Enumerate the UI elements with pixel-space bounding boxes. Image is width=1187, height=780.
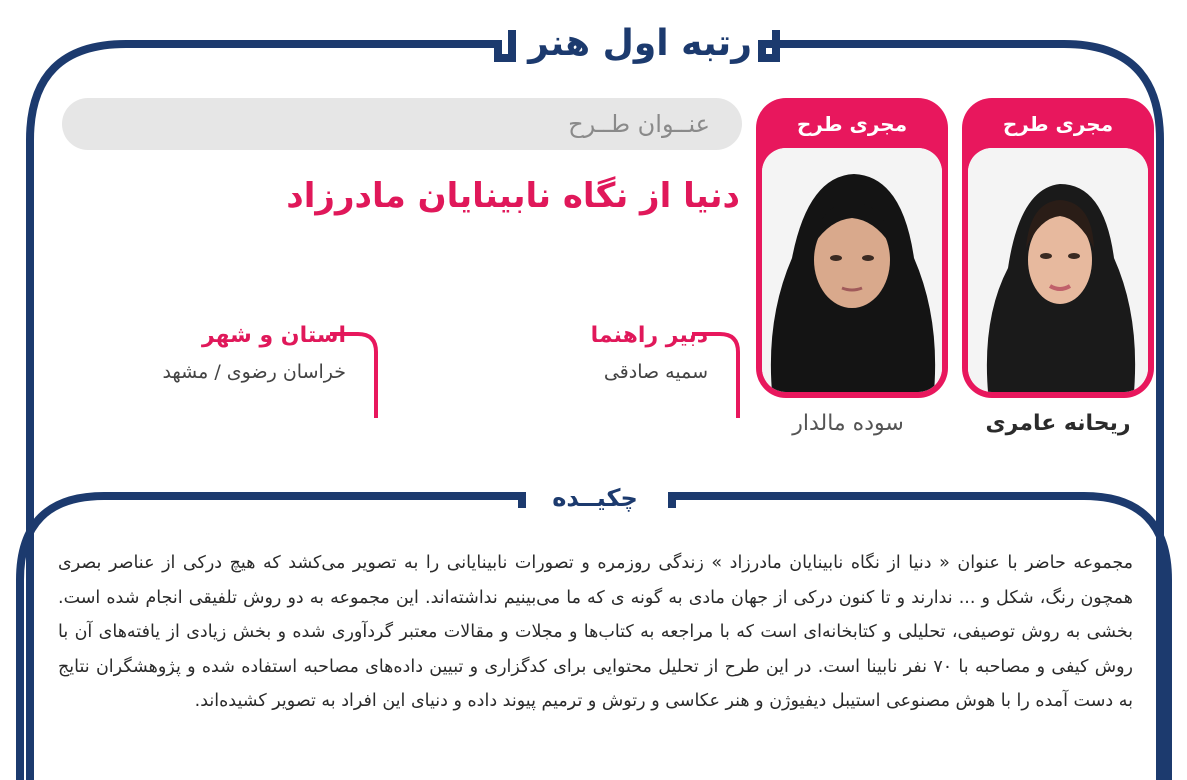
project-title-label: عنــوان طــرح [568, 110, 710, 138]
advisor-name: سمیه صادقی [603, 361, 708, 383]
portrait-icon [968, 148, 1148, 392]
member-photo-2 [762, 148, 942, 392]
portrait-icon [762, 148, 942, 392]
member-role-label: مجری طرح [796, 112, 908, 136]
advisor-block [500, 318, 740, 418]
member-name-1: ریحانه عامری [985, 411, 1131, 436]
location-label: استان و شهر [201, 323, 346, 348]
abstract-text: مجموعه حاضر با عنوان « دنیا از نگاه نابینایان مادرزاد » زندگی روزمره و تصورات نابینایانی را به تصویر می‌کشد که هیچ درکی از عناصر بصری همچون رنگ، شکل و ... ندارند و تا کنون درکی از جهان مادی به گونه ی که ما می‌بینیم نداشته‌اند. این مجموعه به دو روش تلفیقی انجام شده است. بخشی به روش توصیفی، تحلیلی و کتابخانه‌ای است که با مراجعه به کتاب‌ها و مجلات و مقالات معتبر گردآوری شده و بخش زیادی از یافته‌های آن با روش کیفی و مصاحبه با ۷۰ نفر نابینا است. در این طرح از تحلیل محتوایی برای کدگزاری و تبیین داده‌های مصاحبه استفاده شده و پژوهشگران نتایج به دست آمده را با هوش مصنوعی استیبل دیفیوژن و هنر عکاسی و رتوش و ترمیم پیوند داده و دنیای این افراد به تصویر کشیده‌اند. [58, 553, 1133, 711]
project-title: دنیا از نگاه نابینایان مادرزاد [286, 176, 740, 216]
location-block [120, 318, 378, 418]
location-value: خراسان رضوی / مشهد [162, 361, 346, 383]
member-role-label: مجری طرح [1002, 112, 1114, 136]
advisor-label: دبیر راهنما [590, 323, 708, 348]
member-card-2 [756, 98, 948, 398]
member-photo-1 [968, 148, 1148, 392]
member-card-1 [962, 98, 1154, 398]
page-title: رتبه اول هنر [528, 23, 752, 64]
abstract-title: چکیــده [552, 484, 638, 512]
member-name-2: سوده مالدار [792, 411, 904, 436]
